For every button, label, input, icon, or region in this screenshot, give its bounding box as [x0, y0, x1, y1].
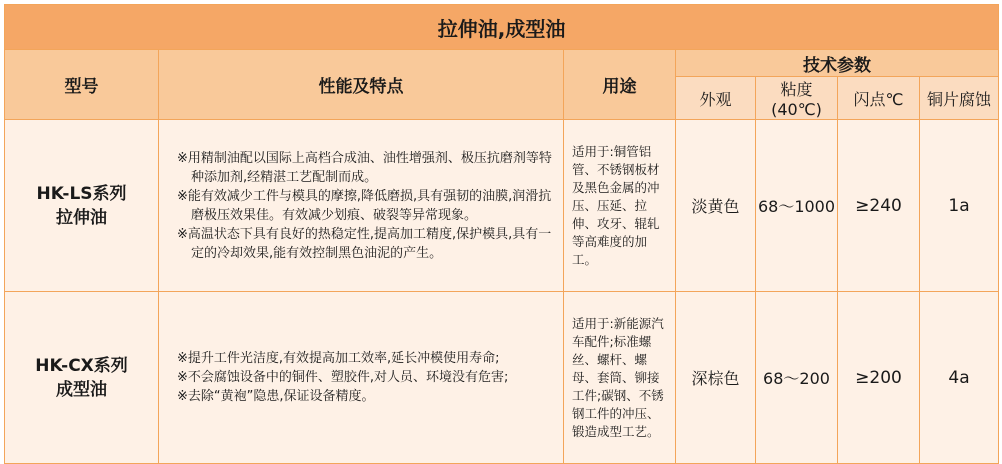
header-appearance: 外观: [676, 77, 756, 120]
model-series: HK-LS系列: [36, 183, 127, 204]
header-model: 型号: [5, 50, 159, 120]
table-row: [5, 292, 999, 464]
product-spec-table-container: [4, 4, 998, 464]
table-row: [5, 120, 999, 292]
header-flash-point: 闪点℃: [838, 77, 920, 120]
header-copper-corrosion: 铜片腐蚀: [920, 77, 999, 120]
model-type: 成型油: [56, 379, 107, 400]
feature-item: ※提升工件光洁度,有效提高加工效率,延长冲模使用寿命;: [177, 351, 500, 366]
model-cell: [5, 292, 159, 464]
table-title: 拉伸油,成型油: [5, 5, 999, 50]
feature-item: ※高温状态下具有良好的热稳定性,提高加工精度,保护模具,具有一定的冷却效果,能有效控制黑色油泥的产生。: [177, 226, 552, 261]
feature-item: ※能有效减少工件与模具的摩擦,降低磨损,具有强韧的油膜,润滑抗磨极压效果佳。有效减少划痕、破裂等异常现象。: [177, 188, 552, 223]
features-cell: [159, 292, 564, 464]
viscosity-cell: 68～1000: [756, 120, 838, 292]
model-series: HK-CX系列: [35, 355, 128, 376]
header-tech-params: 技术参数: [676, 50, 999, 77]
header-viscosity: 粘度(40℃): [756, 77, 838, 120]
usage-cell: 适用于:铜管铝管、不锈钢板材及黑色金属的冲压、压延、拉伸、攻牙、辊轧等高难度的加工。: [564, 120, 676, 292]
viscosity-cell: 68～200: [756, 292, 838, 464]
product-spec-table: [4, 4, 999, 464]
feature-item: ※不会腐蚀设备中的铜件、塑胶件,对人员、环境没有危害;: [177, 370, 509, 385]
usage-cell: 适用于:新能源汽车配件;标准螺丝、螺杆、螺母、套筒、铆接工件;碳钢、不锈钢工件的冲压、锻造成型工艺。: [564, 292, 676, 464]
header-features: 性能及特点: [159, 50, 564, 120]
model-type: 拉伸油: [56, 207, 107, 228]
feature-item: ※用精制油配以国际上高档合成油、油性增强剂、极压抗磨剂等特种添加剂,经精湛工艺配制而成。: [177, 150, 552, 185]
flash-point-cell: ≥240: [838, 120, 920, 292]
copper-corrosion-cell: 4a: [920, 292, 999, 464]
feature-item: ※去除“黄袍”隐患,保证设备精度。: [177, 389, 375, 404]
appearance-cell: 淡黄色: [676, 120, 756, 292]
flash-point-cell: ≥200: [838, 292, 920, 464]
features-cell: [159, 120, 564, 292]
model-cell: [5, 120, 159, 292]
copper-corrosion-cell: 1a: [920, 120, 999, 292]
header-usage: 用途: [564, 50, 676, 120]
appearance-cell: 深棕色: [676, 292, 756, 464]
